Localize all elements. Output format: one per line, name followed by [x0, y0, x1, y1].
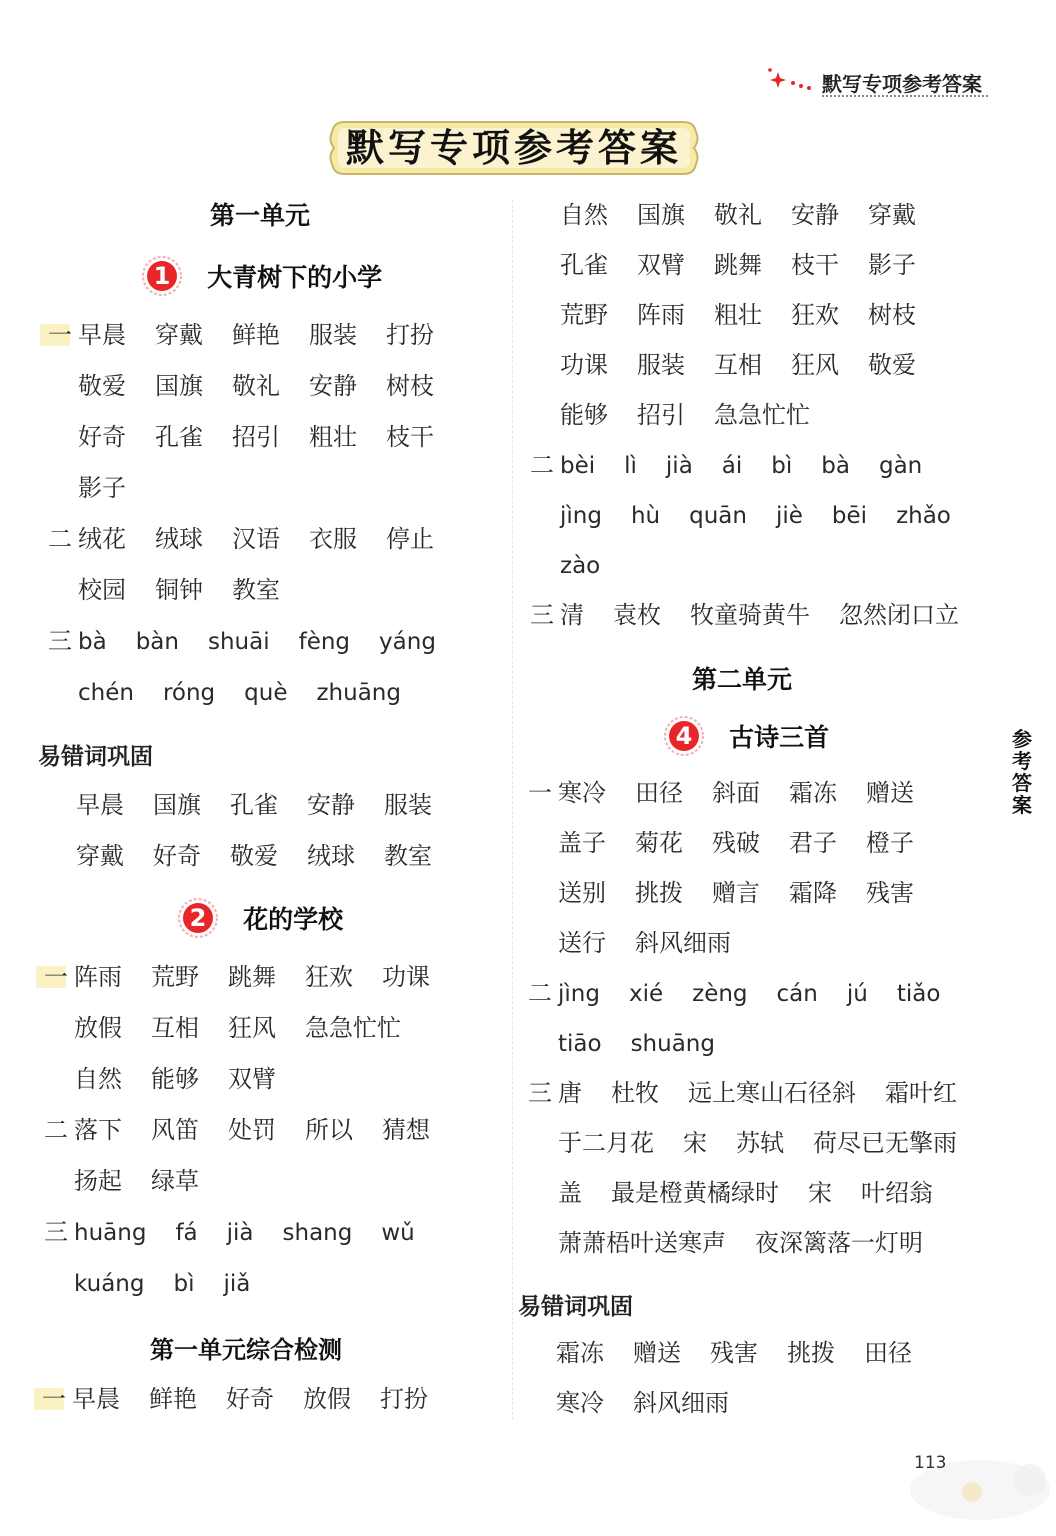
answer-row	[48, 369, 465, 403]
lesson-number-badge: 1	[142, 256, 182, 296]
word-answer: 残害	[710, 1339, 758, 1367]
pinyin-answer: cán	[776, 981, 818, 1007]
lesson-number-badge: 4	[664, 716, 704, 756]
word-answer: 穿戴	[76, 842, 124, 870]
question-marker: 二	[44, 1116, 68, 1144]
header-rule	[822, 95, 988, 97]
side-tab	[1010, 728, 1034, 816]
pinyin-answer: lì	[624, 453, 637, 479]
word-answer: 树枝	[868, 301, 916, 329]
word-answer: 国旗	[637, 201, 685, 229]
answer-row	[48, 624, 465, 658]
pinyin-answer: jìng	[560, 503, 602, 529]
word-answer: 挑拨	[635, 879, 683, 907]
pinyin-answer: jià	[665, 453, 693, 479]
word-answer: 早晨	[72, 1385, 120, 1413]
question-marker: 三	[530, 601, 554, 629]
word-answer: 扬起	[74, 1167, 122, 1195]
pinyin-answer: jú	[846, 981, 868, 1007]
answer-row	[528, 976, 986, 1010]
word-answer: 鲜艳	[232, 321, 280, 349]
lesson3-answers	[530, 198, 988, 648]
word-answer: 绿草	[151, 1167, 199, 1195]
watermark-logo	[880, 1440, 1056, 1536]
word-answer: 早晨	[78, 321, 126, 349]
answer-row	[530, 298, 988, 332]
question-marker: 一	[528, 779, 552, 807]
word-answer: 国旗	[155, 372, 203, 400]
word-answer: 孔雀	[560, 251, 608, 279]
word-answer: 霜冻	[789, 779, 837, 807]
answer-row	[528, 876, 986, 910]
word-answer: 互相	[151, 1014, 199, 1042]
lesson4-answers	[528, 776, 986, 1276]
pinyin-answer: bèi	[560, 453, 596, 479]
word-answer: 枝干	[386, 423, 434, 451]
answer-row	[530, 248, 988, 282]
word-answer: 招引	[232, 423, 280, 451]
pinyin-answer: bì	[173, 1271, 195, 1297]
pinyin-answer: jià	[226, 1220, 254, 1246]
word-answer: 寒冷	[556, 1389, 604, 1417]
word-answer: 急急忙忙	[714, 401, 810, 429]
answer-row	[48, 522, 465, 556]
answer-row	[530, 398, 988, 432]
word-answer: 敬礼	[232, 372, 280, 400]
word-answer: 残破	[712, 829, 760, 857]
pinyin-answer: bēi	[831, 503, 868, 529]
word-answer: 打扮	[380, 1385, 428, 1413]
answer-row	[530, 548, 988, 582]
word-answer: 服装	[637, 351, 685, 379]
title-banner	[326, 116, 702, 180]
word-answer: 赠送	[633, 1339, 681, 1367]
word-answer: 宋	[808, 1179, 832, 1207]
word-answer: 校园	[78, 576, 126, 604]
lesson-heading	[142, 256, 382, 296]
answer-row	[528, 1176, 986, 1210]
word-answer: 能够	[151, 1065, 199, 1093]
sparkle-icon	[764, 64, 824, 98]
word-answer: 鲜艳	[149, 1385, 197, 1413]
word-answer: 菊花	[635, 829, 683, 857]
word-answer: 叶绍翁	[861, 1179, 933, 1207]
answer-row	[528, 826, 986, 860]
word-answer: 孔雀	[230, 791, 278, 819]
word-answer: 斜风细雨	[633, 1389, 729, 1417]
word-answer: 安静	[309, 372, 357, 400]
word-answer: 斜面	[712, 779, 760, 807]
pinyin-answer: wǔ	[381, 1220, 415, 1246]
word-answer: 早晨	[76, 791, 124, 819]
word-answer: 萧萧梧叶送寒声	[558, 1229, 726, 1257]
banner-title: 默写专项参考答案	[345, 126, 682, 170]
lesson2-answers	[44, 960, 459, 1317]
question-marker: 三	[48, 627, 72, 655]
word-answer: 能够	[560, 401, 608, 429]
word-answer: 袁枚	[613, 601, 661, 629]
answer-row	[44, 1011, 459, 1045]
test-answers	[42, 1382, 457, 1433]
word-answer: 荷尽已无擎雨	[813, 1129, 957, 1157]
pinyin-answer: jiè	[775, 503, 803, 529]
word-answer: 打扮	[386, 321, 434, 349]
word-answer: 双臂	[228, 1065, 276, 1093]
pinyin-answer: xié	[628, 981, 664, 1007]
answer-row	[48, 420, 465, 454]
word-answer: 跳舞	[714, 251, 762, 279]
lesson-title: 大青树下的小学	[207, 263, 383, 292]
word-answer: 衣服	[309, 525, 357, 553]
answer-row	[44, 1113, 459, 1147]
pinyin-answer: yáng	[379, 629, 436, 655]
word-answer: 国旗	[153, 791, 201, 819]
word-answer: 影子	[78, 474, 126, 502]
word-answer: 狂风	[791, 351, 839, 379]
review-row	[76, 839, 461, 873]
word-answer: 落下	[74, 1116, 122, 1144]
word-answer: 服装	[309, 321, 357, 349]
word-answer: 挑拨	[787, 1339, 835, 1367]
word-answer: 功课	[560, 351, 608, 379]
word-answer: 汉语	[232, 525, 280, 553]
word-answer: 霜降	[789, 879, 837, 907]
question-marker: 三	[44, 1218, 68, 1246]
word-answer: 寒冷	[558, 779, 606, 807]
pinyin-answer: jiǎ	[223, 1271, 251, 1297]
question-marker: 二	[48, 525, 72, 553]
review-row	[556, 1386, 941, 1420]
lesson-heading	[664, 716, 829, 756]
answer-row	[48, 318, 465, 352]
lesson1-answers	[48, 318, 465, 726]
answer-row	[48, 675, 465, 709]
answer-row	[528, 1226, 986, 1260]
word-answer: 田径	[635, 779, 683, 807]
word-answer: 送行	[558, 929, 606, 957]
header-title: 默写专项参考答案	[822, 72, 982, 96]
word-answer: 盖	[558, 1179, 582, 1207]
lesson4-review	[556, 1336, 941, 1436]
word-answer: 招引	[637, 401, 685, 429]
word-answer: 狂欢	[791, 301, 839, 329]
pinyin-answer: bàn	[135, 629, 179, 655]
page-number: 113	[914, 1453, 947, 1473]
word-answer: 好奇	[78, 423, 126, 451]
pinyin-answer: shuāi	[207, 629, 270, 655]
word-answer: 狂欢	[305, 963, 353, 991]
question-marker: 一	[44, 960, 74, 994]
question-marker: 三	[528, 1079, 552, 1107]
pinyin-answer: ái	[721, 453, 743, 479]
word-answer: 清	[560, 601, 584, 629]
answer-row	[530, 448, 988, 482]
review-title: 易错词巩固	[518, 1294, 633, 1320]
word-answer: 橙子	[866, 829, 914, 857]
lesson-title: 花的学校	[243, 905, 344, 934]
word-answer: 孔雀	[155, 423, 203, 451]
review-row	[556, 1336, 941, 1370]
page-header	[764, 64, 994, 98]
word-answer: 安静	[791, 201, 839, 229]
word-answer: 荒野	[560, 301, 608, 329]
word-answer: 于二月花	[558, 1129, 654, 1157]
word-answer: 杜牧	[611, 1079, 659, 1107]
pinyin-answer: tiǎo	[896, 981, 941, 1007]
word-answer: 斜风细雨	[635, 929, 731, 957]
answer-row	[48, 573, 465, 607]
question-marker: 二	[530, 451, 554, 479]
word-answer: 荒野	[151, 963, 199, 991]
answer-row	[44, 1062, 459, 1096]
pinyin-answer: quān	[689, 503, 747, 529]
word-answer: 赠送	[866, 779, 914, 807]
answer-row	[44, 960, 459, 994]
question-marker: 一	[42, 1382, 72, 1416]
test-title: 第一单元综合检测	[150, 1336, 342, 1364]
word-answer: 苏轼	[736, 1129, 784, 1157]
pinyin-answer: huāng	[74, 1220, 147, 1246]
word-answer: 牧童骑黄牛	[690, 601, 810, 629]
column-divider	[512, 200, 513, 1420]
word-answer: 好奇	[226, 1385, 274, 1413]
word-answer: 粗壮	[309, 423, 357, 451]
word-answer: 唐	[558, 1079, 582, 1107]
word-answer: 霜冻	[556, 1339, 604, 1367]
answer-row	[48, 471, 465, 505]
word-answer: 功课	[382, 963, 430, 991]
answer-row	[44, 1215, 459, 1249]
word-answer: 跳舞	[228, 963, 276, 991]
pinyin-answer: zèng	[692, 981, 748, 1007]
word-answer: 霜叶红	[885, 1079, 957, 1107]
word-answer: 自然	[560, 201, 608, 229]
word-answer: 绒球	[155, 525, 203, 553]
pinyin-answer: chén	[78, 680, 134, 706]
pinyin-answer: hù	[630, 503, 661, 529]
pinyin-answer: róng	[162, 680, 216, 706]
answer-row	[528, 1026, 986, 1060]
answer-row	[44, 1266, 459, 1300]
word-answer: 绒球	[307, 842, 355, 870]
lesson-number-badge: 2	[178, 898, 218, 938]
pinyin-answer: bà	[821, 453, 850, 479]
review-row	[76, 788, 461, 822]
lesson1-review	[76, 788, 461, 890]
unit-title: 第一单元	[210, 201, 311, 230]
word-answer: 双臂	[637, 251, 685, 279]
pinyin-answer: fá	[175, 1220, 198, 1246]
word-answer: 敬爱	[78, 372, 126, 400]
lesson-heading	[178, 898, 343, 938]
answer-row	[530, 598, 988, 632]
unit-title: 第二单元	[692, 665, 793, 694]
review-title: 易错词巩固	[38, 744, 153, 770]
word-answer: 夜深篱落一灯明	[755, 1229, 923, 1257]
word-answer: 自然	[74, 1065, 122, 1093]
word-answer: 阵雨	[74, 963, 122, 991]
answer-row	[530, 348, 988, 382]
pinyin-answer: zào	[560, 553, 601, 579]
word-answer: 处罚	[228, 1116, 276, 1144]
pinyin-answer: bì	[771, 453, 793, 479]
pinyin-answer: bà	[78, 629, 107, 655]
word-answer: 送别	[558, 879, 606, 907]
word-answer: 枝干	[791, 251, 839, 279]
pinyin-answer: shang	[282, 1220, 353, 1246]
word-answer: 盖子	[558, 829, 606, 857]
question-marker: 一	[48, 318, 78, 352]
word-answer: 穿戴	[155, 321, 203, 349]
word-answer: 最是橙黄橘绿时	[611, 1179, 779, 1207]
answer-row	[44, 1164, 459, 1198]
word-answer: 影子	[868, 251, 916, 279]
word-answer: 教室	[384, 842, 432, 870]
pinyin-answer: shuāng	[630, 1031, 715, 1057]
word-answer: 粗壮	[714, 301, 762, 329]
word-answer: 残害	[866, 879, 914, 907]
word-answer: 宋	[683, 1129, 707, 1157]
word-answer: 树枝	[386, 372, 434, 400]
word-answer: 敬爱	[230, 842, 278, 870]
word-answer: 田径	[864, 1339, 912, 1367]
answer-row	[530, 198, 988, 232]
answer-row	[528, 776, 986, 810]
word-answer: 绒花	[78, 525, 126, 553]
word-answer: 赠言	[712, 879, 760, 907]
word-answer: 互相	[714, 351, 762, 379]
pinyin-answer: fèng	[298, 629, 351, 655]
word-answer: 风笛	[151, 1116, 199, 1144]
word-answer: 安静	[307, 791, 355, 819]
pinyin-answer: què	[244, 680, 288, 706]
word-answer: 服装	[384, 791, 432, 819]
word-answer: 远上寒山石径斜	[688, 1079, 856, 1107]
word-answer: 君子	[789, 829, 837, 857]
word-answer: 敬礼	[714, 201, 762, 229]
word-answer: 所以	[305, 1116, 353, 1144]
lesson-title: 古诗三首	[729, 723, 830, 752]
word-answer: 好奇	[153, 842, 201, 870]
answer-row	[42, 1382, 457, 1416]
word-answer: 放假	[74, 1014, 122, 1042]
word-answer: 教室	[232, 576, 280, 604]
answer-row	[528, 1126, 986, 1160]
side-tab-label: 参 考 答 案	[1012, 727, 1032, 817]
word-answer: 急急忙忙	[305, 1014, 401, 1042]
question-marker: 二	[528, 979, 552, 1007]
word-answer: 铜钟	[155, 576, 203, 604]
word-answer: 狂风	[228, 1014, 276, 1042]
pinyin-answer: zhuāng	[316, 680, 401, 706]
answer-row	[530, 498, 988, 532]
word-answer: 敬爱	[868, 351, 916, 379]
word-answer: 放假	[303, 1385, 351, 1413]
pinyin-answer: kuáng	[74, 1271, 145, 1297]
word-answer: 阵雨	[637, 301, 685, 329]
pinyin-answer: zhǎo	[896, 503, 951, 529]
pinyin-answer: tiāo	[558, 1031, 602, 1057]
word-answer: 猜想	[382, 1116, 430, 1144]
word-answer: 忽然闭口立	[839, 601, 959, 629]
word-answer: 停止	[386, 525, 434, 553]
word-answer: 穿戴	[868, 201, 916, 229]
answer-row	[528, 1076, 986, 1110]
pinyin-answer: gàn	[878, 453, 923, 479]
answer-row	[528, 926, 986, 960]
pinyin-answer: jìng	[558, 981, 600, 1007]
